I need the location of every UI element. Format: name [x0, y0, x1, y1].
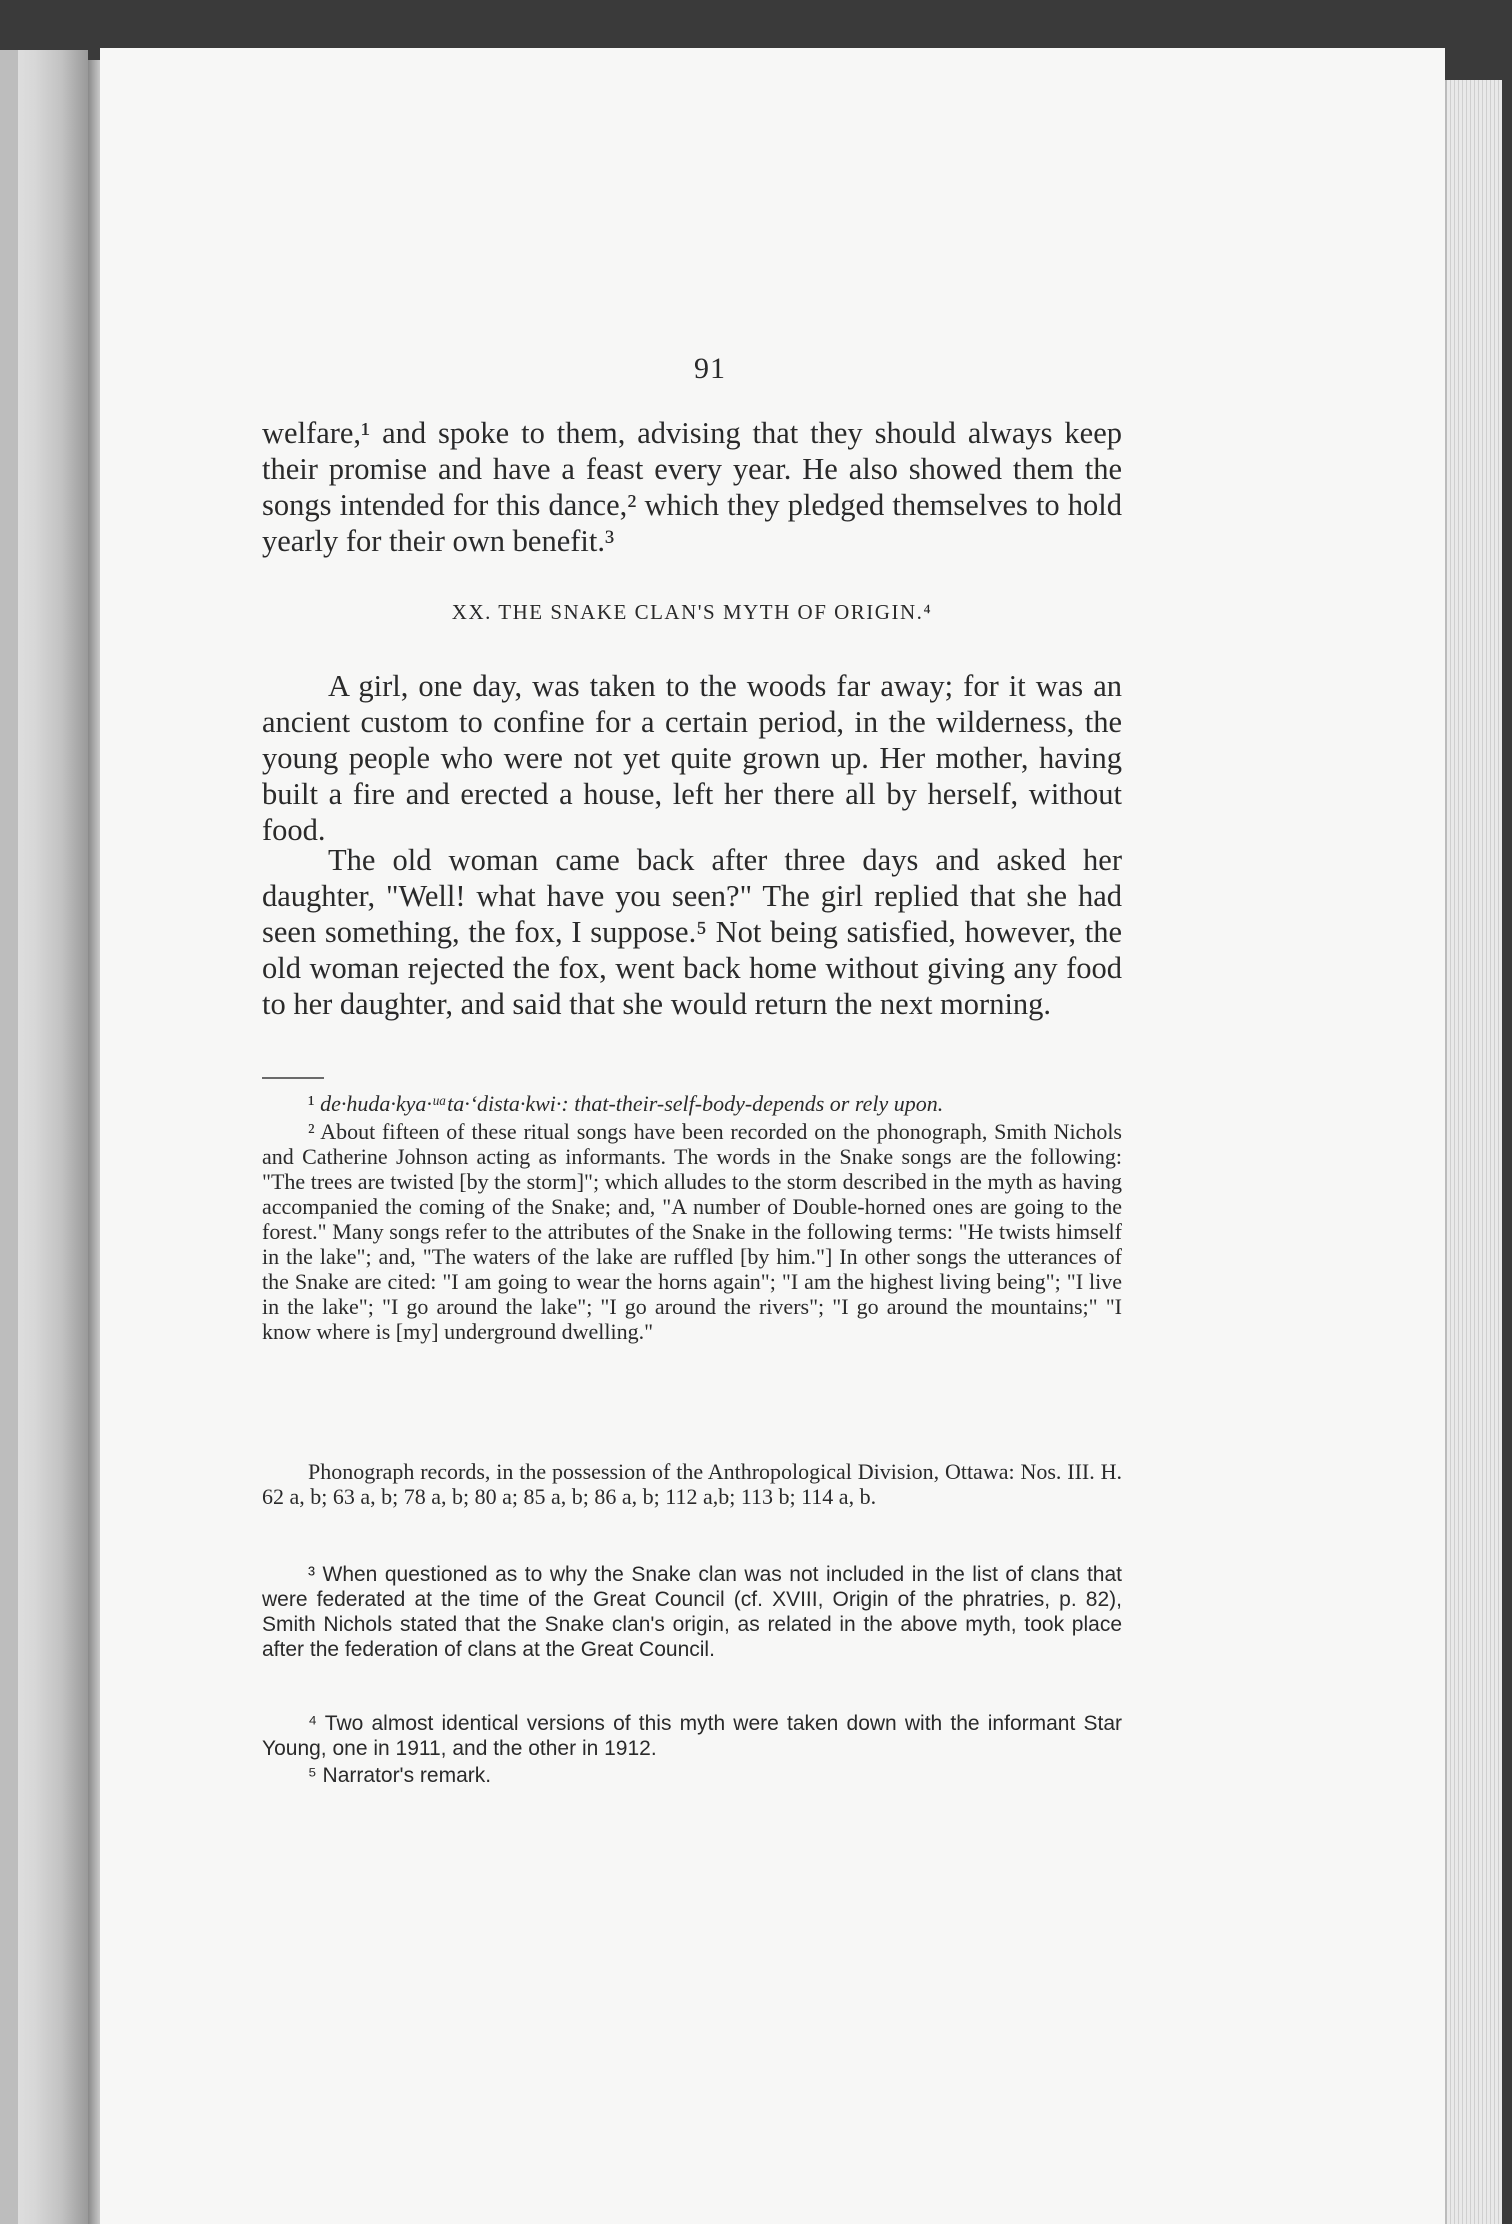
footnote-3: ³ When questioned as to why the Snake clan was not included in the list of clans that were federated at the time of the Great Council (cf. XVIII, Origin of the phratries, p. 82), Smith Nichols stated that the Snake clan's origin, as related in the above myth, took place after the federation of clans at the Great Council. [262, 1563, 1122, 1661]
page-stack-edge [1445, 80, 1502, 2224]
intro-paragraph: welfare,¹ and spoke to them, advising that they should always keep their promise and have a feast every year. He also showed them the songs intended for this dance,² which they pledged themselves to hold yearly for their own benefit.³ [262, 416, 1122, 558]
footnote-rule [262, 1077, 324, 1079]
scan-background-top [0, 0, 1512, 50]
facing-page-margin [0, 50, 18, 2224]
footnote-1-marker: ¹ [308, 1091, 315, 1116]
book-gutter [88, 60, 100, 2224]
footnote-1-gloss: that-their-self-body-depends or rely upon. [574, 1091, 944, 1116]
footnote-5: ⁵ Narrator's remark. [308, 1764, 492, 1787]
section-heading: XX. THE SNAKE CLAN'S MYTH OF ORIGIN.⁴ [451, 600, 933, 624]
page-number: 91 [694, 352, 726, 385]
story-paragraph-1: A girl, one day, was taken to the woods far away; for it was an ancient custom to confine for a certain period, in the wilderness, the young people who were not yet quite grown up. Her mother, having built a fire and erected a house, left her there all by herself, without food. [262, 669, 1122, 847]
footnote-4: ⁴ Two almost identical versions of this myth were taken down with the informant Star Young, one in 1911, and the other in 1912. [262, 1712, 1122, 1760]
footnote-1-term: de·huda·kya·ᵘᵃta·‘dista·kwi·: [320, 1091, 569, 1116]
footnote-2-records: Phonograph records, in the possession of the Anthropological Division, Ottawa: Nos. III. H. 62 a, b; 63 a, b; 78 a, b; 80 a; 85 a, b; 86 a, b; 112 a,b; 113 b; 114 a, b. [262, 1459, 1122, 1509]
footnote-2: ² About fifteen of these ritual songs have been recorded on the phonograph, Smith Nichols and Catherine Johnson acting as informants. The words in the Snake songs are the following: "The trees are twisted [by the storm]"; which alludes to the storm described in the myth as having accompanied the coming of the Snake; and, "A number of Double-horned ones are going to the forest." Many songs refer to the attributes of the Snake in the following terms: "He twists himself in the lake"; and, "The waters of the lake are ruffled [by him."] In other songs the utterances of the Snake are cited: "I am going to wear the horns again"; "I am the highest living being"; "I live in the lake"; "I go around the lake"; "I go around the rivers"; "I go around the mountains;" "I know where is [my] underground dwelling." [262, 1119, 1122, 1344]
story-paragraph-2: The old woman came back after three days and asked her daughter, "Well! what have you seen?" The girl replied that she had seen something, the fox, I suppose.⁵ Not being satisfied, however, the old woman rejected the fox, went back home without giving any food to her daughter, and said that she would return the next morning. [262, 843, 1122, 1021]
footnote-1 [262, 1091, 1122, 1116]
